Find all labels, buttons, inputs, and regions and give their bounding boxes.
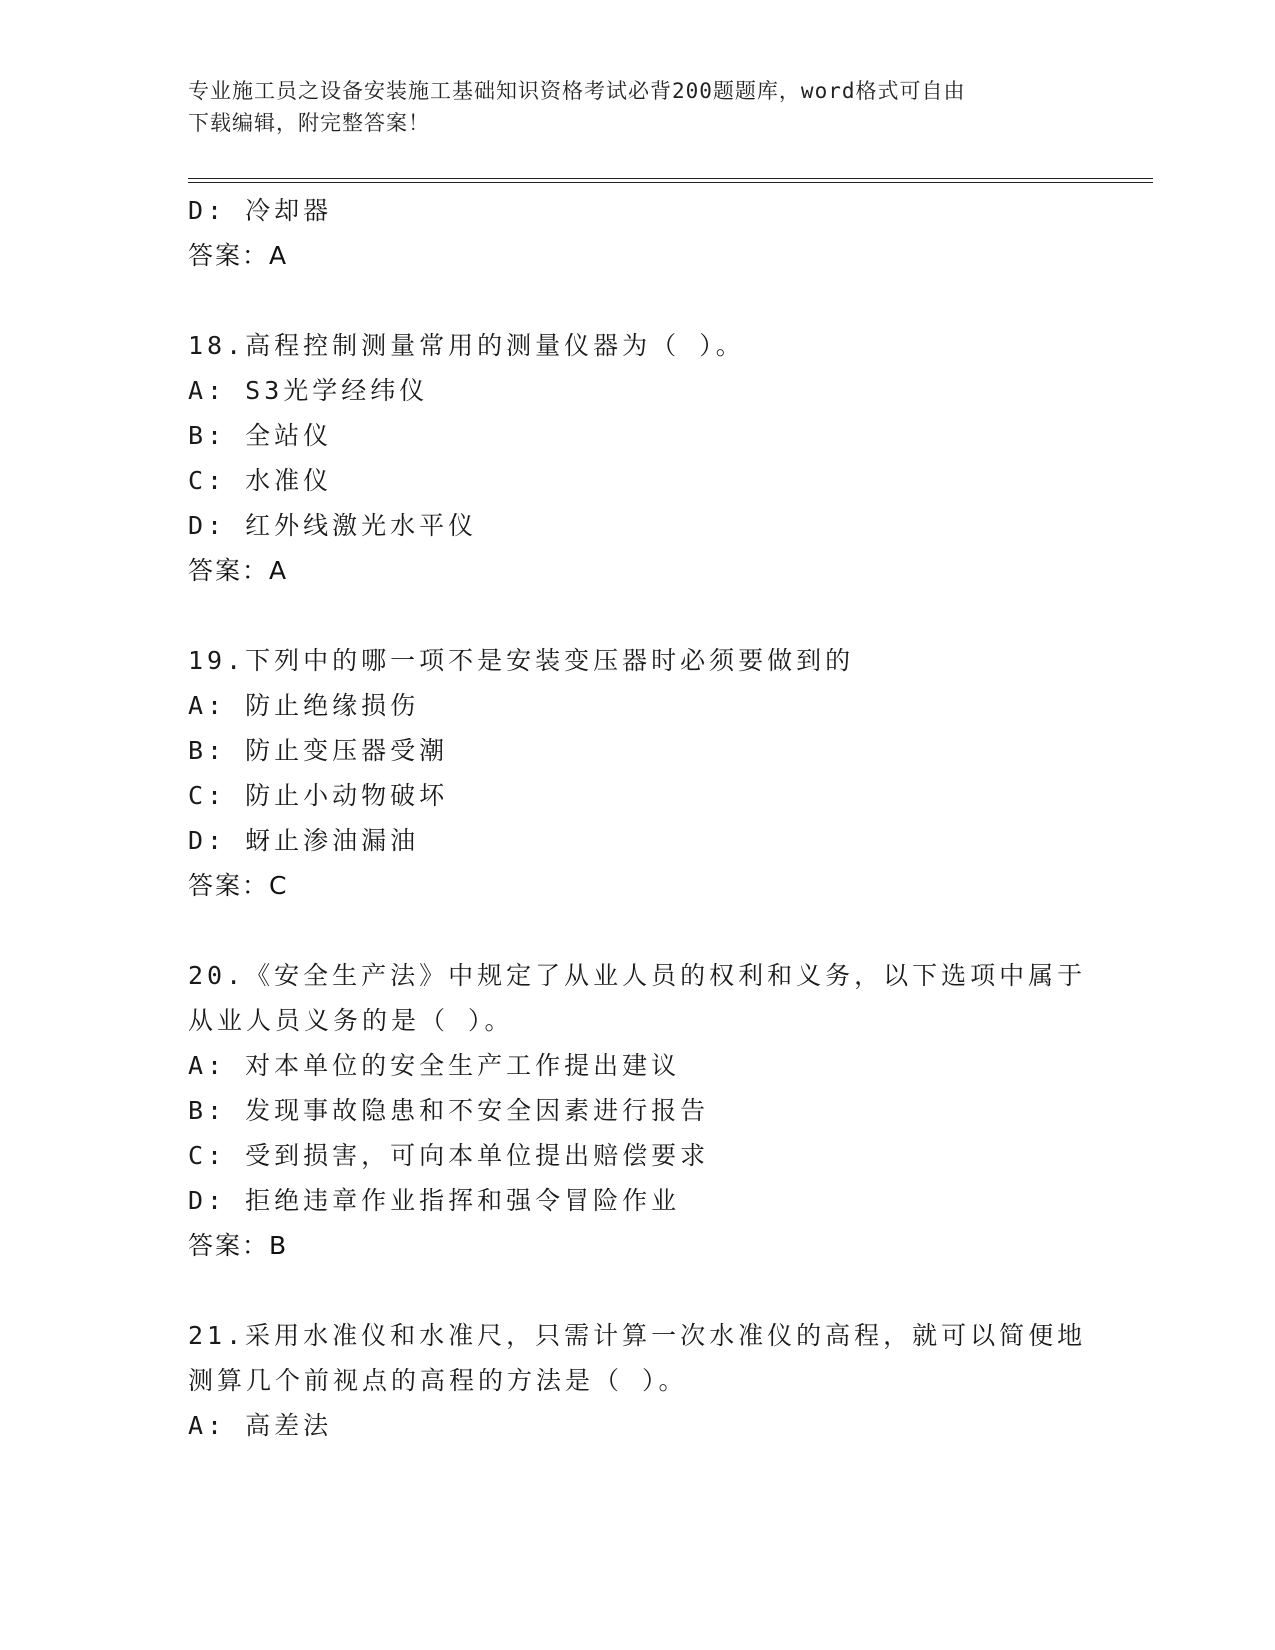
- q20-option-a: A: 对本单位的安全生产工作提出建议: [188, 1051, 681, 1080]
- spacer: [188, 593, 1088, 638]
- answer-value: A: [269, 241, 289, 270]
- page-header: [188, 75, 1068, 139]
- q19-answer: [188, 863, 1088, 908]
- question-21: [188, 1313, 1088, 1448]
- q20-answer: [188, 1223, 1088, 1268]
- q20-option-d: D: 拒绝违章作业指挥和强令冒险作业: [188, 1186, 681, 1215]
- q18-option-d: D: 红外线激光水平仪: [188, 511, 478, 540]
- spacer: [188, 1268, 1088, 1313]
- header-rule-bottom: [188, 182, 1153, 183]
- answer-label: 答案：: [188, 241, 270, 270]
- q18-stem: 18.高程控制测量常用的测量仪器为（ ）。: [188, 331, 745, 360]
- answer-value: B: [269, 1231, 289, 1260]
- answer-value: A: [269, 556, 289, 585]
- q17-answer: [188, 233, 1088, 278]
- question-18: [188, 323, 1088, 593]
- q17-option-d: D: 冷却器: [188, 196, 333, 225]
- q18-answer: [188, 548, 1088, 593]
- q18-option-b: B: 全站仪: [188, 421, 333, 450]
- q18-option-c: C: 水准仪: [188, 466, 333, 495]
- question-20: [188, 953, 1088, 1268]
- q20-option-c: C: 受到损害，可向本单位提出赔偿要求: [188, 1141, 710, 1170]
- header-line-2: 下载编辑，附完整答案！: [188, 111, 430, 135]
- q21-stem-line-1: 21.采用水准仪和水准尺，只需计算一次水准仪的高程，就可以简便地: [188, 1321, 1087, 1350]
- q21-stem-line-2: 测算几个前视点的高程的方法是（ ）。: [188, 1366, 688, 1395]
- q19-option-a: A: 防止绝缘损伤: [188, 691, 420, 720]
- q19-stem: 19.下列中的哪一项不是安装变压器时必须要做到的: [188, 646, 855, 675]
- spacer: [188, 278, 1088, 323]
- q21-option-a: A: 高差法: [188, 1411, 333, 1440]
- q20-stem-line-2: 从业人员义务的是（ ）。: [188, 1006, 514, 1035]
- spacer: [188, 908, 1088, 953]
- answer-value: C: [269, 871, 289, 900]
- header-line-1: 专业施工员之设备安装施工基础知识资格考试必背200题题库，word格式可自由: [188, 79, 966, 103]
- question-19: [188, 638, 1088, 908]
- answer-label: 答案：: [188, 871, 270, 900]
- question-17: [188, 188, 1088, 278]
- q20-stem-line-1: 20.《安全生产法》中规定了从业人员的权利和义务，以下选项中属于: [188, 961, 1087, 990]
- q19-option-c: C: 防止小动物破坏: [188, 781, 449, 810]
- header-rule-top: [188, 178, 1153, 179]
- q20-option-b: B: 发现事故隐患和不安全因素进行报告: [188, 1096, 710, 1125]
- answer-label: 答案：: [188, 1231, 270, 1260]
- answer-label: 答案：: [188, 556, 270, 585]
- q19-option-b: B: 防止变压器受潮: [188, 736, 449, 765]
- question-list: [188, 188, 1088, 1448]
- q19-option-d: D: 蚜止渗油漏油: [188, 826, 420, 855]
- q18-option-a: A: S3光学经纬仪: [188, 376, 429, 405]
